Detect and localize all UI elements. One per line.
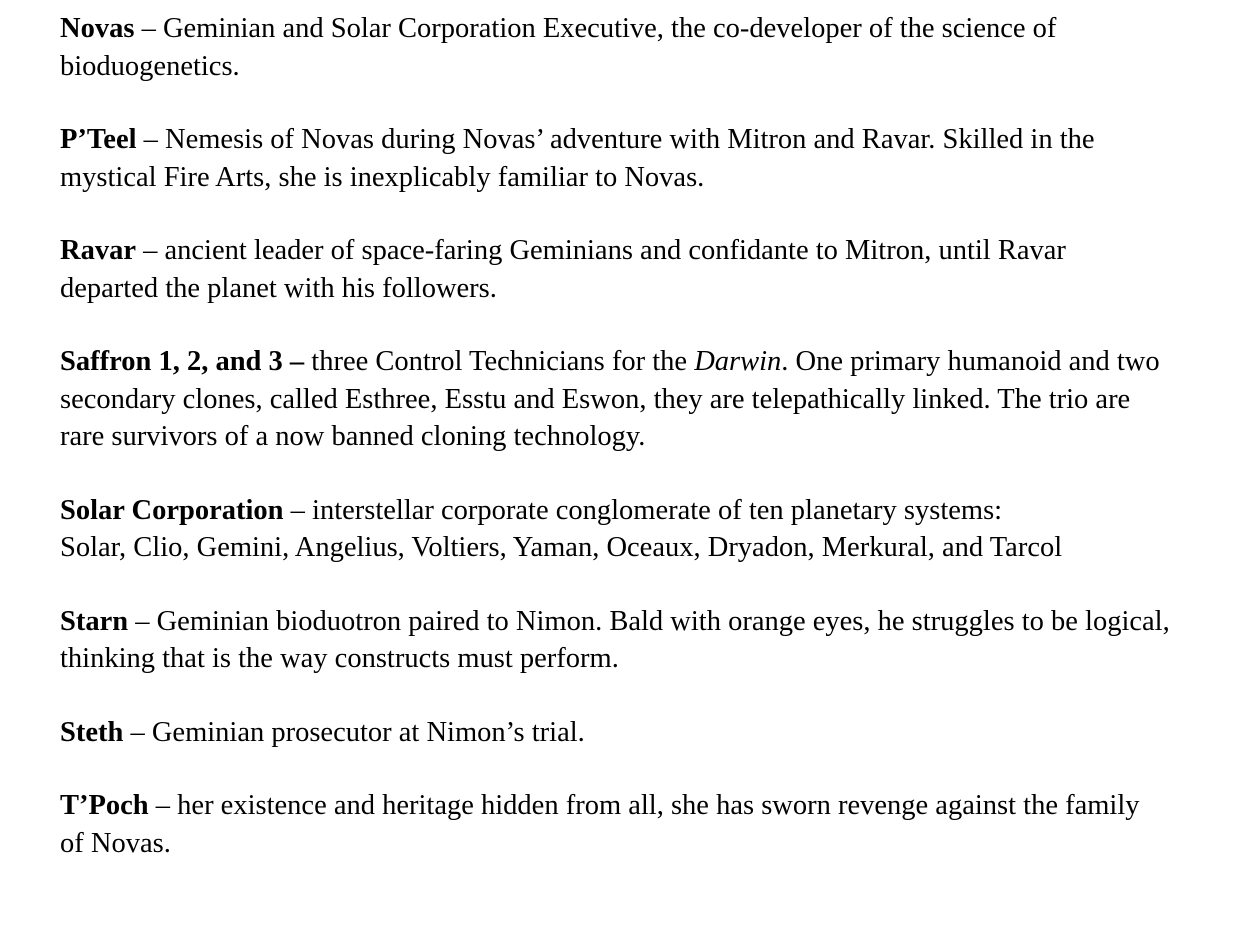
entry-term: Novas [60, 13, 135, 44]
entry-term: Steth [60, 716, 124, 748]
glossary-entry-novas [60, 10, 1170, 85]
entry-term: Solar Corporation [60, 494, 284, 526]
entry-definition: – Geminian prosecutor at Nimon’s trial. [123, 716, 585, 748]
entry-term: Starn [60, 605, 129, 637]
glossary-entry-solar-corporation [60, 492, 1170, 567]
glossary-entry-saffron [60, 343, 1170, 456]
glossary-entry-tpoch [60, 787, 1170, 862]
entry-definition: – interstellar corporate conglomerate of ten planetary systems: [283, 494, 1003, 526]
entry-definition-start: three Control Technicians for the [304, 346, 695, 377]
entry-term: Saffron 1, 2, and 3 – [60, 346, 305, 377]
entry-definition: – Nemesis of Novas during Novas’ adventure with Mitron and Ravar. Skilled in the mystical Fire Arts, she is inexplicably familiar to Novas. [60, 124, 1095, 193]
entry-term: T’Poch [60, 790, 149, 821]
entry-definition: – her existence and heritage hidden from all, she has sworn revenge against the family of Novas. [60, 790, 1140, 859]
glossary-entry-pteel [60, 121, 1170, 196]
entry-definition: – ancient leader of space-faring Geminians and confidante to Mitron, until Ravar departed the planet with his followers. [60, 235, 1066, 304]
glossary-entry-steth [60, 714, 1170, 752]
glossary-entry-starn [60, 603, 1170, 678]
entry-term: Ravar [60, 235, 136, 266]
entry-definition: – Geminian bioduotron paired to Nimon. Bald with orange eyes, he struggles to be logical, thinking that is the way constructs must perform. [60, 605, 1170, 674]
entry-term: P’Teel [60, 124, 137, 155]
glossary-document [60, 10, 1170, 898]
entry-definition-end: . One primary humanoid and two secondary clones, called Esthree, Esstu and Eswon, they are telepathically linked. The trio are rare survivors of a now banned cloning technology. [60, 346, 1160, 452]
ship-name: Darwin [694, 346, 782, 377]
planetary-systems-list: Solar, Clio, Gemini, Angelius, Voltiers, Yaman, Oceaux, Dryadon, Merkural, and Tarcol [60, 532, 1063, 563]
entry-definition: – Geminian and Solar Corporation Executive, the co-developer of the science of bioduogenetics. [60, 13, 1057, 82]
glossary-entry-ravar [60, 232, 1170, 307]
